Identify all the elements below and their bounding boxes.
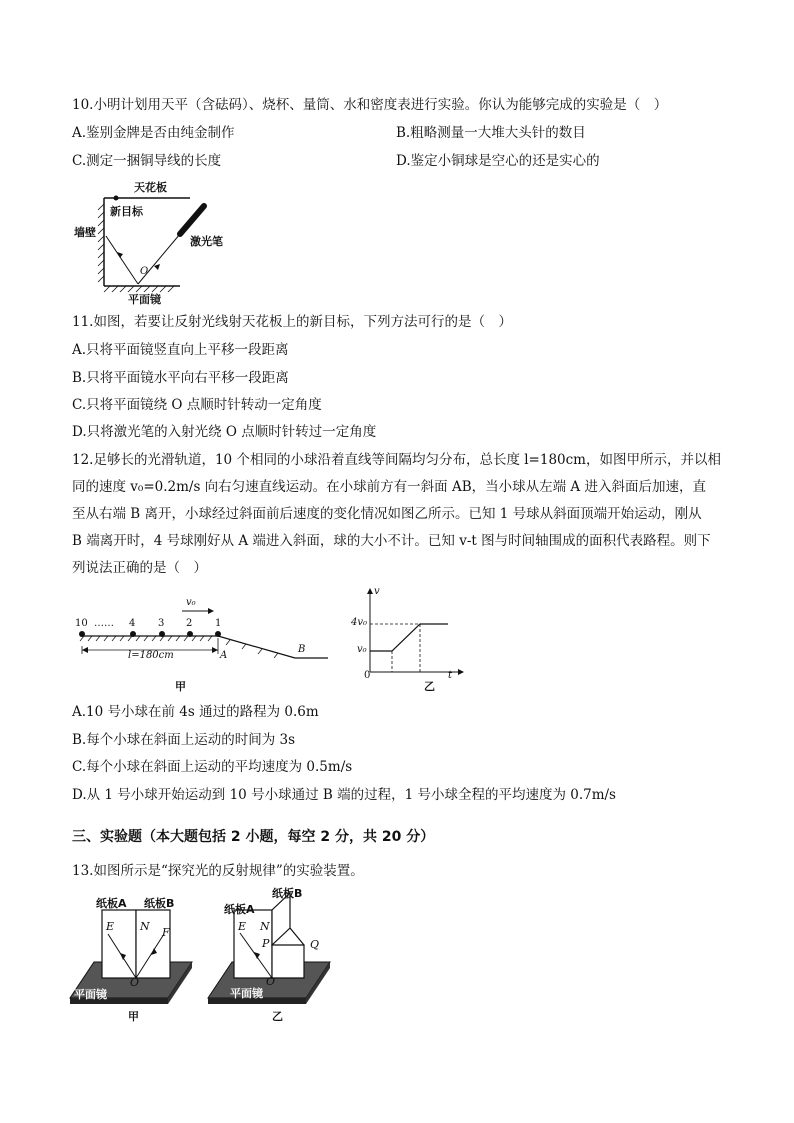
ball-track-figure: [70, 594, 330, 694]
ceiling-label: 天花板: [134, 181, 167, 194]
ball-label-3: 3: [158, 618, 165, 629]
velocity-label: v₀: [186, 597, 196, 608]
q11-option-c: C.只将平面镜绕 O 点顺时针转动一定角度: [72, 397, 322, 413]
ball-label-1: 1: [215, 618, 222, 629]
figure-13b-caption: 乙: [272, 1010, 283, 1023]
point-b-label: B: [298, 644, 306, 655]
q13-stem: 13.如图所示是“探究光的反射规律”的实验装置。: [72, 863, 364, 879]
q11-stem: 11.如图，若要让反射光线射天花板上的新目标，下列方法可行的是（ ）: [72, 314, 512, 330]
point-q-label: Q: [310, 938, 320, 951]
mirror-reflection-figure: [70, 178, 250, 308]
ball-label-10: 10: [75, 618, 88, 629]
reflection-setup-figure-a: [68, 890, 198, 1025]
origin-label: 0: [364, 670, 371, 681]
laser-label: 激光笔: [190, 235, 223, 248]
point-p-label: P: [262, 937, 270, 950]
board-a-label-b: 纸板A: [224, 903, 255, 916]
vt-graph-figure: [340, 584, 470, 692]
ball-label-2: 2: [186, 618, 193, 629]
length-label: l=180cm: [128, 650, 174, 661]
normal-n-label-b: N: [260, 920, 270, 933]
point-o-label-a: O: [130, 976, 140, 989]
ray-e-label: E: [106, 920, 115, 933]
y-tick-v0: v₀: [357, 644, 367, 655]
figure-13a-caption: 甲: [128, 1010, 139, 1023]
reflection-setup-a-svg: [68, 890, 198, 1025]
q10-option-d: D.鉴定小铜球是空心的还是实心的: [396, 153, 600, 169]
wall-label: 墙壁: [74, 226, 96, 239]
mirror-label: 平面镜: [128, 293, 161, 306]
q11-option-a: A.只将平面镜竖直向上平移一段距离: [72, 342, 289, 358]
section-heading: 三、实验题（本大题包括 2 小题，每空 2 分，共 20 分）: [72, 829, 435, 845]
q12-stem-line-3: 至从右端 B 离开，小球经过斜面前后速度的变化情况如图乙所示。已知 1 号球从斜面顶端开始运动，刚从: [72, 506, 702, 522]
y-tick-4v0: 4v₀: [351, 617, 368, 628]
board-b-label-b: 纸板B: [272, 887, 303, 900]
q10-stem: 10.小明计划用天平（含砝码）、烧杯、量筒、水和密度表进行实验。你认为能够完成的实验是（ ）: [72, 97, 668, 113]
q12-option-d: D.从 1 号小球开始运动到 10 号小球通过 B 端的过程，1 号小球全程的平均速度为 0.7m/s: [72, 787, 616, 803]
q12-stem-line-2: 同的速度 v₀=0.2m/s 向右匀速直线运动。在小球前方有一斜面 AB，当小球从左端 A 进入斜面后加速，直: [72, 479, 706, 495]
q12-option-b: B.每个小球在斜面上运动的时间为 3s: [72, 732, 296, 748]
mirror-label-b: 平面镜: [230, 987, 263, 1000]
q10-option-c: C.测定一捆铜导线的长度: [72, 153, 222, 169]
point-o-label: O: [140, 266, 149, 277]
q10-option-b: B.粗略测量一大堆大头针的数目: [396, 125, 586, 141]
q11-option-b: B.只将平面镜水平向右平移一段距离: [72, 370, 289, 386]
q12-stem-line-4: B 端离开时，4 号球刚好从 A 端进入斜面，球的大小不计。已知 v-t 图与时间轴围成的面积代表路程。则下: [72, 533, 711, 549]
mirror-reflection-svg: [70, 178, 250, 308]
q10-option-a: A.鉴别金牌是否由纯金制作: [72, 125, 235, 141]
q12-option-c: C.每个小球在斜面上运动的平均速度为 0.5m/s: [72, 759, 353, 775]
q12-option-a: A.10 号小球在前 4s 通过的路程为 0.6m: [72, 704, 319, 720]
q11-option-d: D.只将激光笔的入射光绕 O 点顺时针转过一定角度: [72, 424, 377, 440]
ball-track-svg: [70, 594, 330, 694]
ball-label-4: 4: [129, 618, 136, 629]
board-a-label: 纸板A: [96, 897, 127, 910]
ball-dots: ……: [94, 618, 114, 629]
q12-stem-line-5: 列说法正确的是（ ）: [72, 560, 207, 576]
q12-stem-line-1: 12.足够长的光滑轨道，10 个相同的小球沿着直线等间隔均匀分布，总长度 l=180cm，如图甲所示，并以相: [72, 452, 721, 468]
mirror-label-a: 平面镜: [74, 988, 107, 1001]
point-o-label-b: O: [266, 975, 276, 988]
point-a-label: A: [220, 650, 228, 661]
board-b-label: 纸板B: [144, 897, 175, 910]
t-axis-label: t: [448, 670, 453, 681]
reflection-setup-figure-b: [206, 885, 336, 1025]
new-target-label: 新目标: [110, 205, 143, 218]
ray-f-label: F: [162, 926, 170, 939]
figure-a-caption: 甲: [175, 680, 186, 693]
v-axis-label: v: [374, 586, 380, 597]
figure-b-caption: 乙: [424, 680, 435, 693]
ray-e-label-b: E: [238, 920, 247, 933]
normal-n-label: N: [140, 920, 150, 933]
